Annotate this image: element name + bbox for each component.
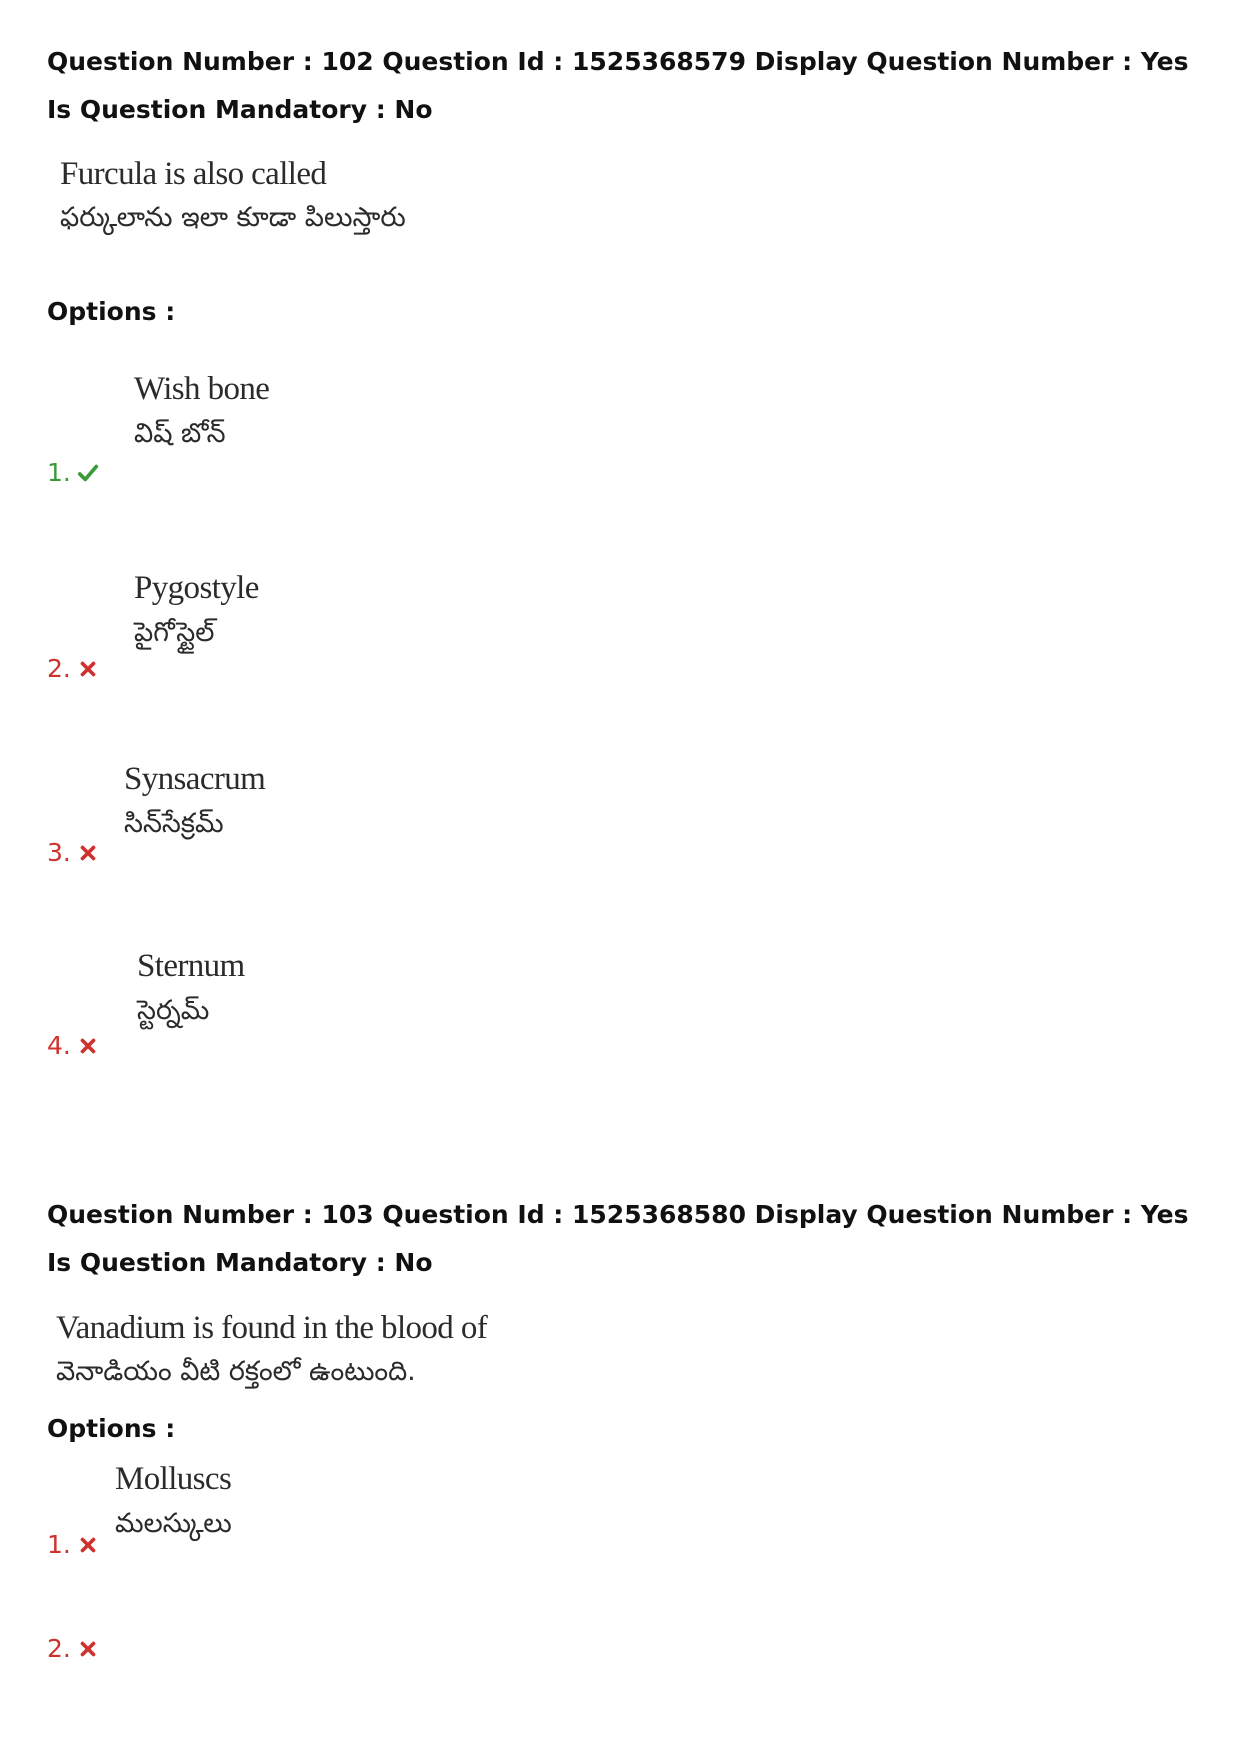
option-text-en: Synsacrum <box>124 761 266 797</box>
option-number <box>47 1634 99 1663</box>
options-label: Options : <box>47 297 176 326</box>
option-text-te: పైగోస్టైల్ <box>134 617 215 648</box>
option-text-en: Wish bone <box>134 371 270 407</box>
question-text-en: Furcula is also called <box>60 156 327 192</box>
options-label: Options : <box>47 1414 176 1443</box>
option-number <box>47 458 99 487</box>
option-image <box>134 565 259 655</box>
question-header: Question Number : 103 Question Id : 1525368580 Display Question Number : Yes Is Question Mandatory : No <box>47 1200 1189 1277</box>
option-number <box>47 1530 99 1559</box>
option-number <box>47 838 99 867</box>
option-number-label: 1. <box>47 458 71 487</box>
question-text-te: వెనాడియం వీటి రక్తంలో ఉంటుంది. <box>56 1356 416 1387</box>
option-image <box>124 756 265 846</box>
option-text-te: మలస్కులు <box>115 1508 232 1539</box>
option-number-label: 3. <box>47 838 71 867</box>
option-number <box>47 654 99 683</box>
option-text-en: Molluscs <box>115 1461 232 1497</box>
option-image <box>137 943 245 1033</box>
cross-icon <box>77 1534 99 1556</box>
option-image <box>115 1456 232 1546</box>
cross-icon <box>77 1035 99 1057</box>
option-number-label: 4. <box>47 1031 71 1060</box>
option-number-label: 2. <box>47 1634 71 1663</box>
question-text-image <box>60 152 406 240</box>
option-text-en: Pygostyle <box>134 570 259 606</box>
checkmark-icon <box>77 462 99 484</box>
cross-icon <box>77 842 99 864</box>
question-text-en: Vanadium is found in the blood of <box>56 1310 488 1346</box>
option-text-te: విష్ బోన్ <box>134 418 226 449</box>
question-header: Question Number : 102 Question Id : 1525368579 Display Question Number : Yes Is Question Mandatory : No <box>47 47 1189 124</box>
option-text-en: Sternum <box>137 948 245 984</box>
cross-icon <box>77 1638 99 1660</box>
option-number <box>47 1031 99 1060</box>
option-text-te: స్టెర్నమ్ <box>137 995 210 1026</box>
question-text-image <box>56 1306 487 1394</box>
option-text-te: సిన్‌సేక్రమ్ <box>124 808 224 839</box>
option-number-label: 1. <box>47 1530 71 1559</box>
question-text-te: ఫర్కులాను ఇలా కూడా పిలుస్తారు <box>60 202 406 233</box>
option-image <box>134 366 269 456</box>
cross-icon <box>77 658 99 680</box>
option-number-label: 2. <box>47 654 71 683</box>
